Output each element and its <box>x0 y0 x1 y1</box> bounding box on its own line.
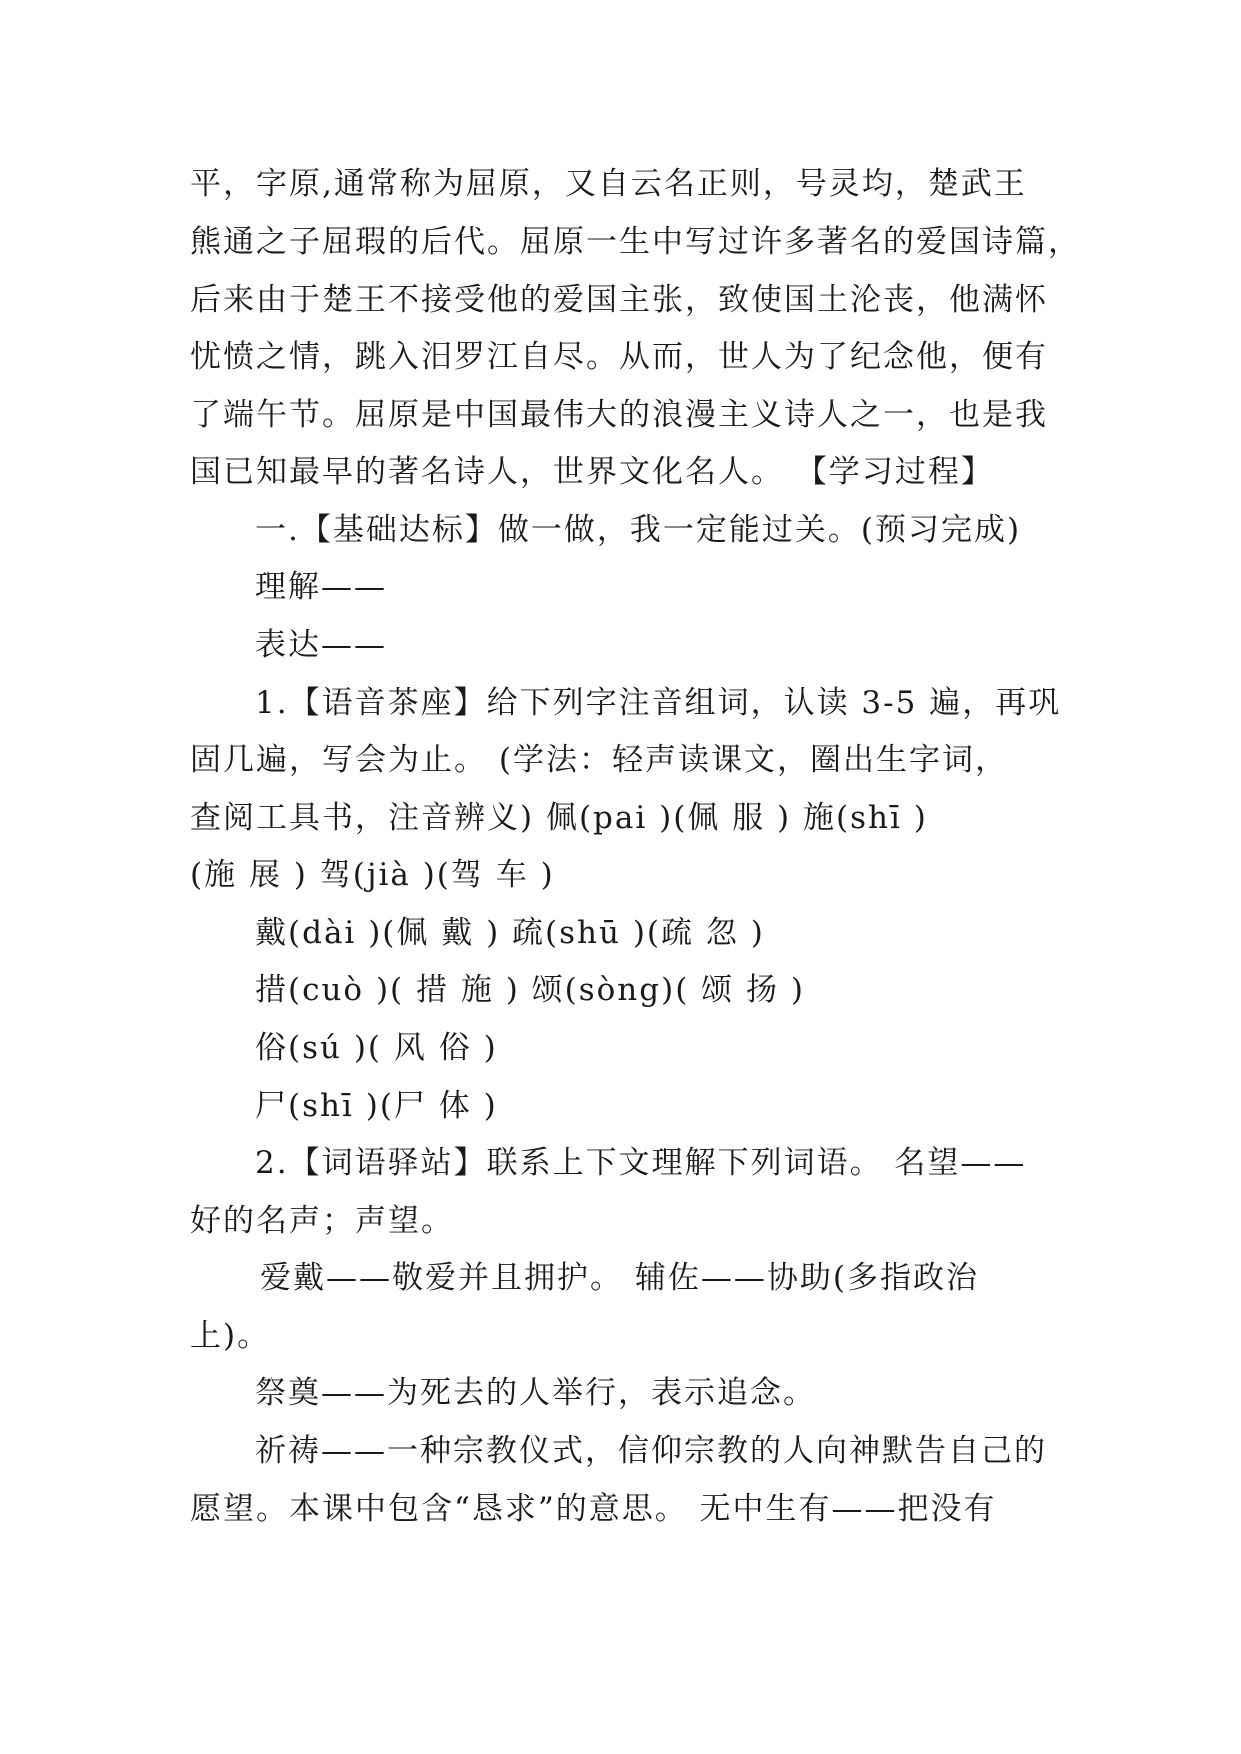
text-line: 爱戴——敬爱并且拥护。 辅佐——协助(多指政治 <box>260 1260 979 1296</box>
text-line: (施 展 ) 驾(jià )(驾 车 ) <box>190 857 555 893</box>
text-line: 查阅工具书，注音辨义) 佩(pai )(佩 服 ) 施(shī ) <box>190 800 928 836</box>
text-line: 好的名声；声望。 <box>190 1203 454 1239</box>
text-line: 尸(shī )(尸 体 ) <box>255 1088 498 1124</box>
text-line: 祭奠——为死去的人举行，表示追念。 <box>255 1375 816 1411</box>
text-line: 忧愤之情，跳入汨罗江自尽。从而，世人为了纪念他，便有 <box>190 339 1048 375</box>
text-line: 2.【词语驿站】联系上下文理解下列词语。 名望—— <box>255 1145 1027 1181</box>
text-line: 表达—— <box>255 627 387 663</box>
text-line: 愿望。本课中包含“恳求”的意思。 无中生有——把没有 <box>190 1491 997 1527</box>
text-line: 熊通之子屈瑕的后代。屈原一生中写过许多著名的爱国诗篇， <box>190 224 1081 260</box>
text-line: 平，字原,通常称为屈原，又自云名正则，号灵均，楚武王 <box>190 166 1027 202</box>
text-line: 上)。 <box>190 1318 271 1354</box>
text-line: 国已知最早的著名诗人，世界文化名人。 【学习过程】 <box>190 454 994 490</box>
text-line: 俗(sú )( 风 俗 ) <box>255 1030 498 1066</box>
text-line: 理解—— <box>255 569 387 605</box>
text-line: 戴(dài )(佩 戴 ) 疏(shū )(疏 忽 ) <box>255 915 765 951</box>
section-heading: 一.【基础达标】做一做，我一定能过关。(预习完成) <box>255 512 1022 548</box>
text-line: 祈祷——一种宗教仪式，信仰宗教的人向神默告自己的 <box>255 1433 1047 1469</box>
text-line: 了端午节。屈原是中国最伟大的浪漫主义诗人之一，也是我 <box>190 397 1048 433</box>
text-line: 措(cuò )( 措 施 ) 颂(sòng)( 颂 扬 ) <box>255 972 805 1008</box>
text-line: 1.【语音茶座】给下列字注音组词，认读 3-5 遍，再巩 <box>255 685 1062 721</box>
text-line: 后来由于楚王不接受他的爱国主张，致使国土沦丧，他满怀 <box>190 282 1048 318</box>
text-line: 固几遍，写会为止。 (学法：轻声读课文，圈出生字词， <box>190 742 1008 778</box>
